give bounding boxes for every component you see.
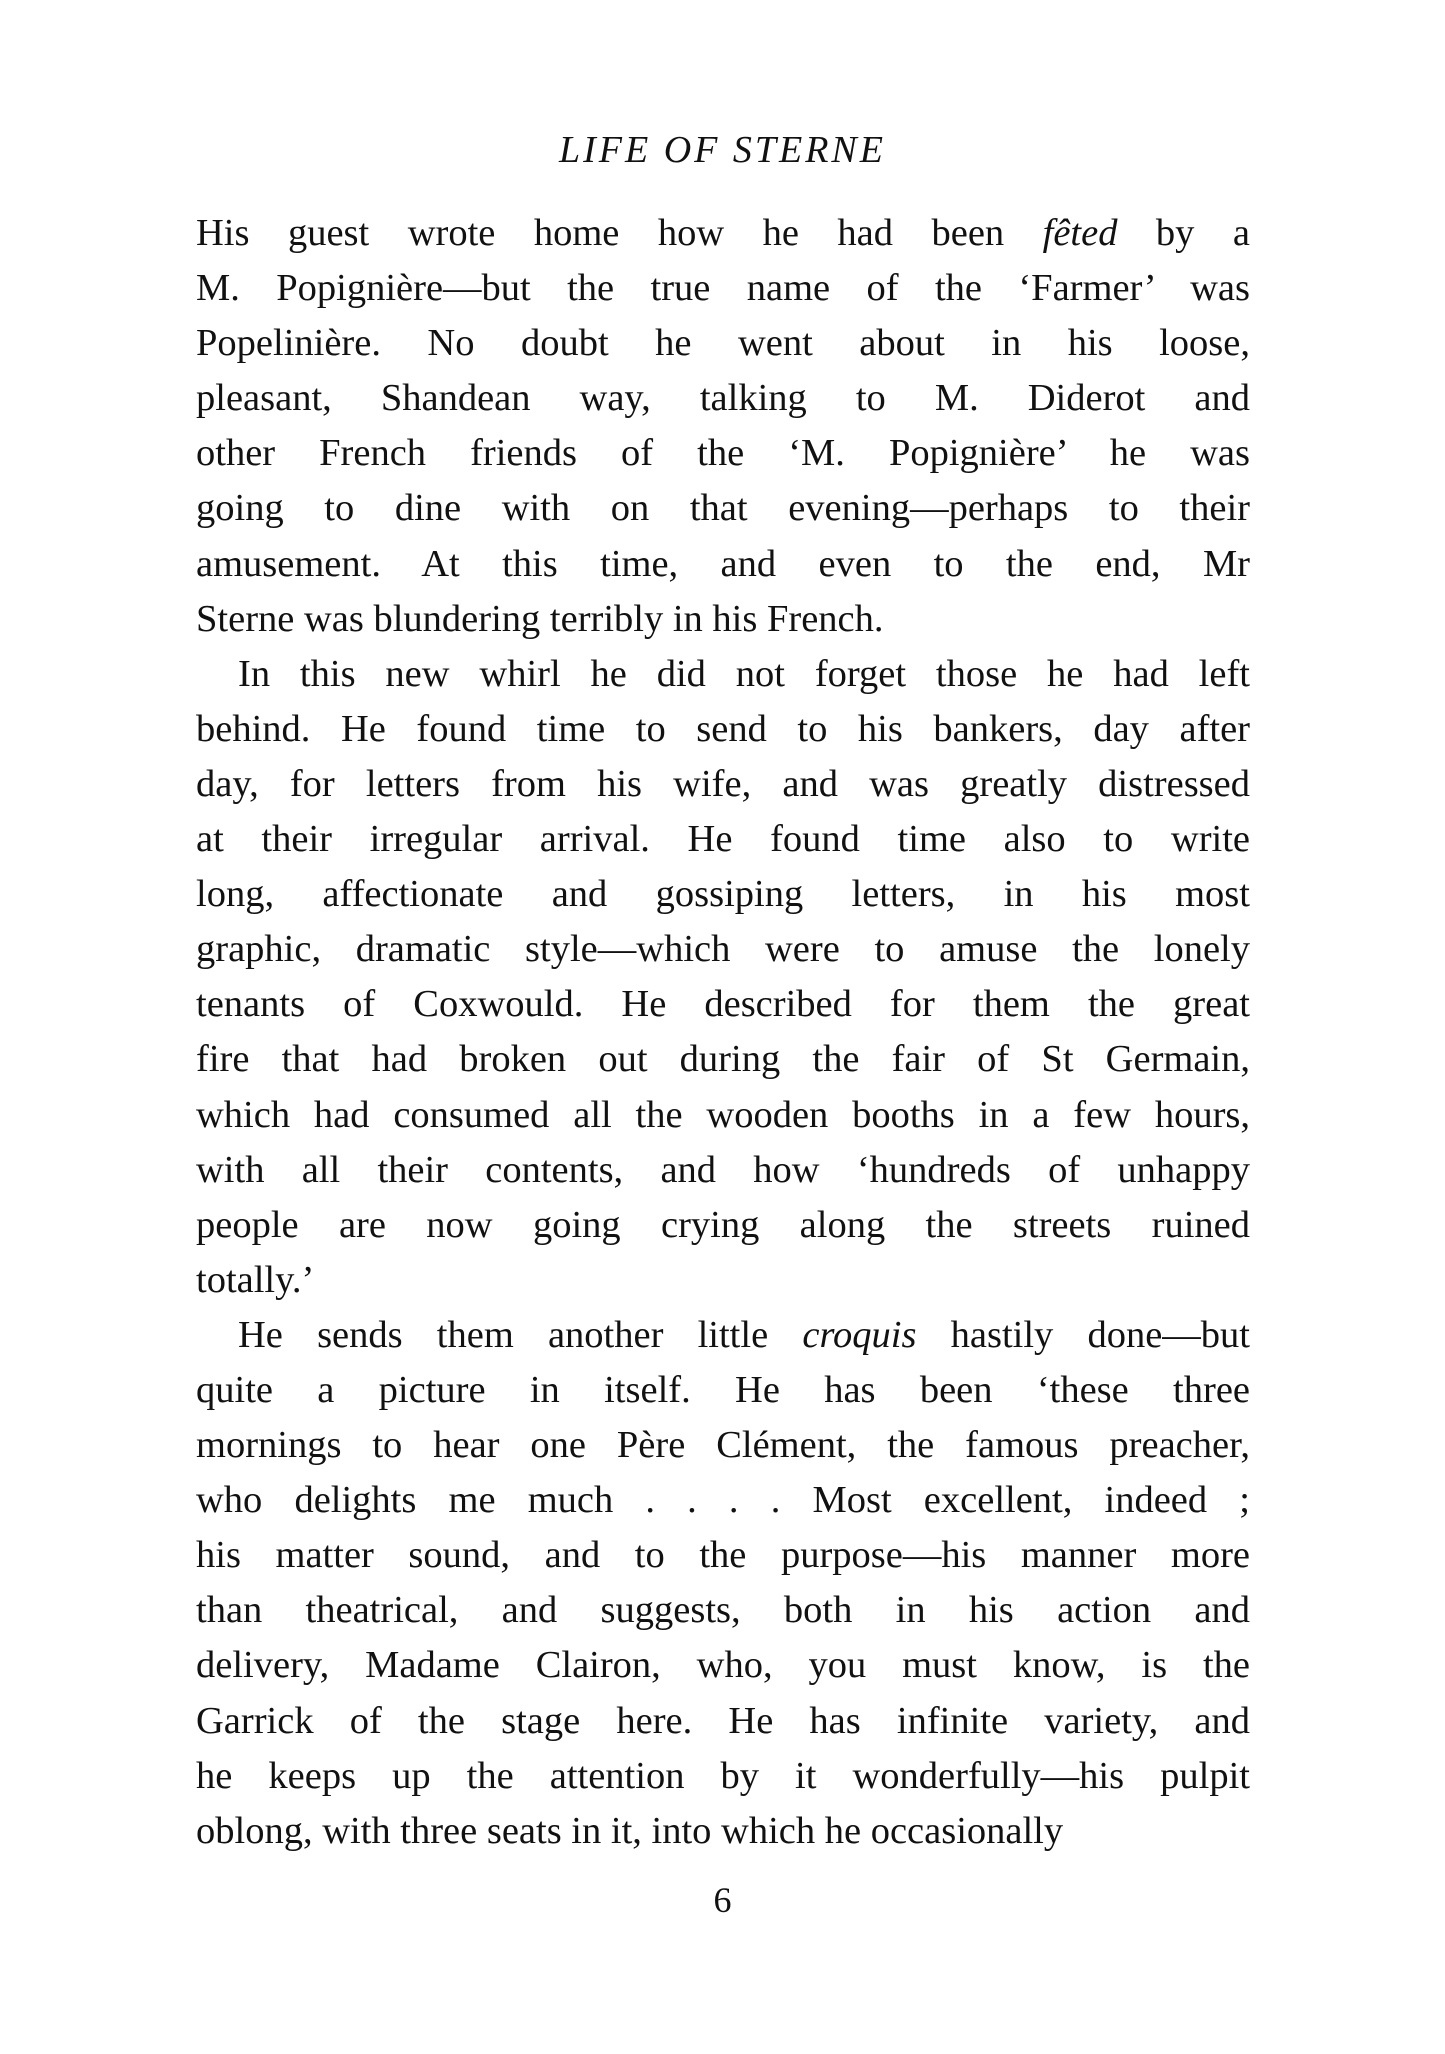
- text-line: [196, 261, 1250, 316]
- text-line: [196, 757, 1250, 812]
- text-run: tenants of Coxwould. He described for them the great: [196, 983, 1250, 1026]
- text-run: His guest wrote home how he had been: [196, 212, 1043, 254]
- text-line: [196, 1032, 1250, 1087]
- paragraph: [196, 206, 1250, 647]
- text-line: [196, 1308, 1250, 1363]
- text-line: [196, 1363, 1250, 1418]
- text-line: [196, 1804, 1250, 1859]
- body-text: [196, 206, 1250, 1859]
- text-run: who delights me much . . . . Most excellent, indeed ;: [196, 1479, 1250, 1522]
- text-run: fire that had broken out during the fair of St Germain,: [196, 1038, 1250, 1081]
- text-run: amusement. At this time, and even to the end, Mr: [196, 542, 1250, 585]
- text-run: which had consumed all the wooden booths in a few hours,: [196, 1093, 1250, 1136]
- text-line: [196, 702, 1250, 757]
- text-line: [196, 1088, 1250, 1143]
- paragraph: [196, 1308, 1250, 1859]
- text-run: at their irregular arrival. He found time also to write: [196, 818, 1250, 861]
- paragraph: [196, 647, 1250, 1308]
- text-run: than theatrical, and suggests, both in his action and: [196, 1589, 1250, 1632]
- text-run: Popelinière. No doubt he went about in his loose,: [196, 322, 1250, 365]
- text-line: [196, 371, 1250, 426]
- text-run: behind. He found time to send to his bankers, day after: [196, 707, 1250, 750]
- text-run: M. Popignière—but the true name of the ‘Farmer’ was: [196, 267, 1250, 310]
- text-line: [196, 481, 1250, 536]
- text-run: quite a picture in itself. He has been ‘these three: [196, 1368, 1250, 1411]
- text-run: delivery, Madame Clairon, who, you must know, is the: [196, 1644, 1250, 1687]
- text-run: his matter sound, and to the purpose—his manner more: [196, 1534, 1250, 1577]
- text-line: [196, 812, 1250, 867]
- text-line: [196, 1749, 1250, 1804]
- text-run: oblong, with three seats in it, into which he occasionally: [196, 1809, 1064, 1852]
- text-run: Sterne was blundering terribly in his French.: [196, 597, 884, 640]
- text-run: going to dine with on that evening—perhaps to their: [196, 487, 1250, 530]
- text-line: [196, 1253, 1250, 1308]
- text-line: [196, 316, 1250, 371]
- text-line: [196, 1418, 1250, 1473]
- text-line: [196, 1583, 1250, 1638]
- text-line: [196, 537, 1250, 592]
- text-run: long, affectionate and gossiping letters, in his most: [196, 873, 1250, 916]
- italic-term: fêted: [1042, 212, 1118, 254]
- text-run: by a: [1117, 212, 1250, 254]
- text-line: [196, 592, 1250, 647]
- text-line: [196, 1694, 1250, 1749]
- text-run: day, for letters from his wife, and was greatly distressed: [196, 762, 1250, 805]
- text-run: pleasant, Shandean way, talking to M. Diderot and: [196, 377, 1250, 420]
- running-head: LIFE OF STERNE: [559, 129, 886, 171]
- page-number: 6: [713, 1880, 732, 1920]
- text-run: totally.’: [196, 1258, 315, 1301]
- text-line: [196, 426, 1250, 481]
- text-line: [196, 867, 1250, 922]
- text-run: In this new whirl he did not forget those he had left: [238, 652, 1250, 695]
- text-line: [196, 922, 1250, 977]
- text-line: [196, 647, 1250, 702]
- text-line: [196, 1198, 1250, 1253]
- text-line: [196, 1473, 1250, 1528]
- text-line: [196, 1143, 1250, 1198]
- text-run: hastily done—but: [916, 1313, 1250, 1356]
- text-line: [196, 977, 1250, 1032]
- text-line: [196, 206, 1250, 261]
- italic-term: croquis: [802, 1313, 917, 1356]
- text-run: mornings to hear one Père Clément, the famous preacher,: [196, 1424, 1250, 1467]
- text-run: He sends them another little: [238, 1313, 803, 1356]
- text-line: [196, 1528, 1250, 1583]
- text-run: Garrick of the stage here. He has infinite variety, and: [196, 1699, 1250, 1742]
- text-run: graphic, dramatic style—which were to amuse the lonely: [196, 928, 1250, 971]
- text-run: people are now going crying along the streets ruined: [196, 1203, 1250, 1246]
- text-run: other French friends of the ‘M. Popignière’ he was: [196, 432, 1250, 475]
- text-line: [196, 1638, 1250, 1693]
- text-run: he keeps up the attention by it wonderfully—his pulpit: [196, 1754, 1250, 1797]
- text-run: with all their contents, and how ‘hundreds of unhappy: [196, 1148, 1250, 1191]
